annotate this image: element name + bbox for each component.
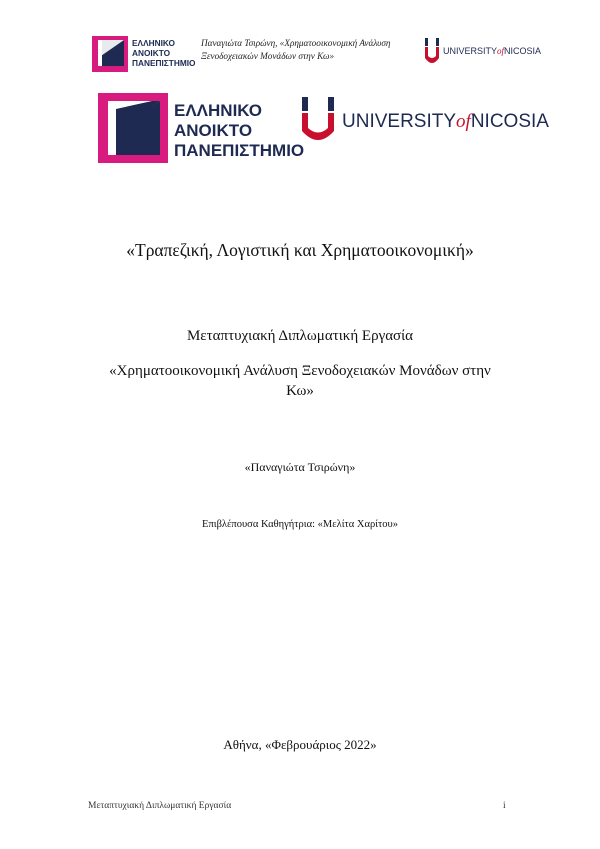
unic-large-word-university: UNIVERSITY	[342, 111, 457, 132]
unic-large-word-of: of	[456, 111, 471, 132]
place-date: Αθήνα, «Φεβρουάριος 2022»	[223, 737, 377, 752]
eap-large-line-2: ΑΝΟΙΚΤΟ	[174, 121, 253, 140]
eap-emblem-icon	[92, 36, 128, 72]
unic-logo-small	[425, 38, 542, 68]
page-number: i	[503, 801, 506, 811]
eap-logo-small	[92, 34, 196, 74]
thesis-type: Μεταπτυχιακή Διπλωματική Εργασία	[186, 328, 414, 344]
thesis-title	[0, 361, 600, 401]
footer-label: Μεταπτυχιακή Διπλωματική Εργασία	[88, 801, 232, 811]
header-note	[201, 37, 431, 63]
eap-line-1: ΕΛΛΗΝΙΚΟ	[132, 38, 175, 48]
eap-logo-large	[98, 93, 305, 165]
eap-large-line-3: ΠΑΝΕΠΙΣΤΗΜΙΟ	[174, 141, 305, 160]
eap-line-2: ΑΝΟΙΚΤΟ	[132, 48, 171, 58]
thesis-title-line-1: «Χρηματοοικονομική Ανάλυση Ξενοδοχειακών Μονάδων στην	[109, 363, 491, 379]
unic-emblem-large-icon	[302, 97, 334, 145]
supervisor: Επιβλέπουσα Καθηγήτρια: «Μελίτα Χαρίτου»	[202, 519, 398, 530]
thesis-title-line-2: Κω»	[286, 383, 314, 399]
unic-word-of: of	[497, 46, 505, 56]
author-name: «Παναγιώτα Τσιρώνη»	[244, 460, 356, 474]
eap-line-3: ΠΑΝΕΠΙΣΤΗΜΙΟ	[132, 58, 196, 68]
unic-large-word-nicosia: NICOSIA	[470, 111, 549, 132]
eap-large-line-1: ΕΛΛΗΝΙΚΟ	[174, 101, 263, 120]
header-note-line-1: Παναγιώτα Τσιρώνη, «Χρηματοοικονομική Ανάλυση	[201, 38, 391, 48]
unic-emblem-icon	[425, 38, 439, 66]
unic-word-nicosia: NICOSIA	[504, 46, 542, 56]
header-note-line-2: Ξενοδοχειακών Μονάδων στην Κω»	[201, 51, 335, 61]
eap-emblem-large-icon	[98, 93, 168, 163]
unic-word-university: UNIVERSITY	[443, 46, 498, 56]
unic-logo-large	[302, 97, 549, 147]
program-title: «Τραπεζική, Λογιστική και Χρηματοοικονομική»	[126, 240, 474, 260]
